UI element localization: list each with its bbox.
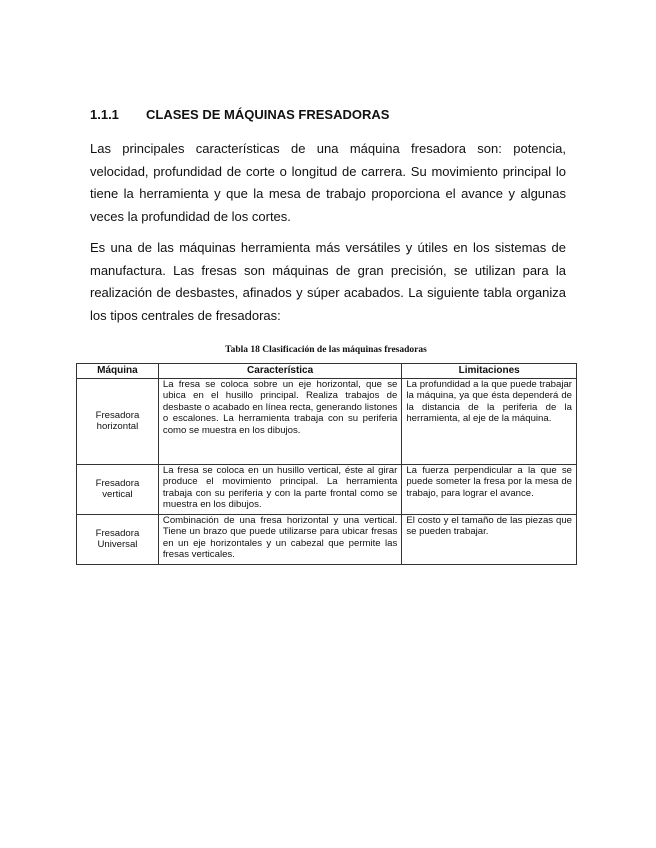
section-heading (90, 107, 389, 122)
column-header: Máquina (77, 364, 159, 379)
paragraph: Es una de las máquinas herramienta más versátiles y útiles en los sistemas de manufactura. Las fresas son máquinas de gran precisión, se utilizan para la realización de desbastes, afinados y súper acabados. La siguiente tabla organiza los tipos centrales de fresadoras: (90, 240, 566, 324)
limitation-cell: La profundidad a la que puede trabajar la máquina, ya que ésta dependerá de la distancia de la periferia de la herramienta, al eje de la máquina. (402, 378, 577, 464)
table-caption: Tabla 18 Clasificación de las máquinas fresadoras (225, 345, 427, 355)
table-row (77, 464, 577, 514)
characteristic-cell: La fresa se coloca en un husillo vertical, éste al girar produce el movimiento principal. La herramienta trabaja con su periferia y con la parte frontal como se muestra en los dibujos. (158, 464, 401, 514)
section-number: 1.1.1 (90, 107, 119, 122)
column-header: Característica (158, 364, 401, 379)
characteristic-cell: La fresa se coloca sobre un eje horizontal, que se ubica en el husillo principal. Realiza trabajos de desbaste o acabado en línea recta, generando listones o escalones. La herramienta trabaja con su periferia como se muestra en los dibujos. (158, 378, 401, 464)
machine-cell: Fresadora vertical (77, 464, 159, 514)
classification-table (76, 363, 577, 565)
table-row (77, 514, 577, 564)
table-row (77, 378, 577, 464)
limitation-cell: El costo y el tamaño de las piezas que se pueden trabajar. (402, 514, 577, 564)
table-header-row (77, 364, 577, 379)
machine-cell: Fresadora Universal (77, 514, 159, 564)
section-title: CLASES DE MÁQUINAS FRESADORAS (146, 107, 390, 122)
limitation-cell: La fuerza perpendicular a la que se puede someter la fresa por la mesa de trabajo, para lograr el avance. (402, 464, 577, 514)
paragraph: Las principales características de una máquina fresadora son: potencia, velocidad, profundidad de corte o longitud de carrera. Su movimiento principal lo tiene la herramienta y que la mesa de trabajo proporciona el avance y algunas veces la profundidad de los cortes. (90, 141, 566, 225)
machine-cell: Fresadora horizontal (77, 378, 159, 464)
column-header: Limitaciones (402, 364, 577, 379)
characteristic-cell: Combinación de una fresa horizontal y una vertical. Tiene un brazo que puede utilizarse para ubicar fresas en un eje horizontales y un cabezal que permite las fresas verticales. (158, 514, 401, 564)
